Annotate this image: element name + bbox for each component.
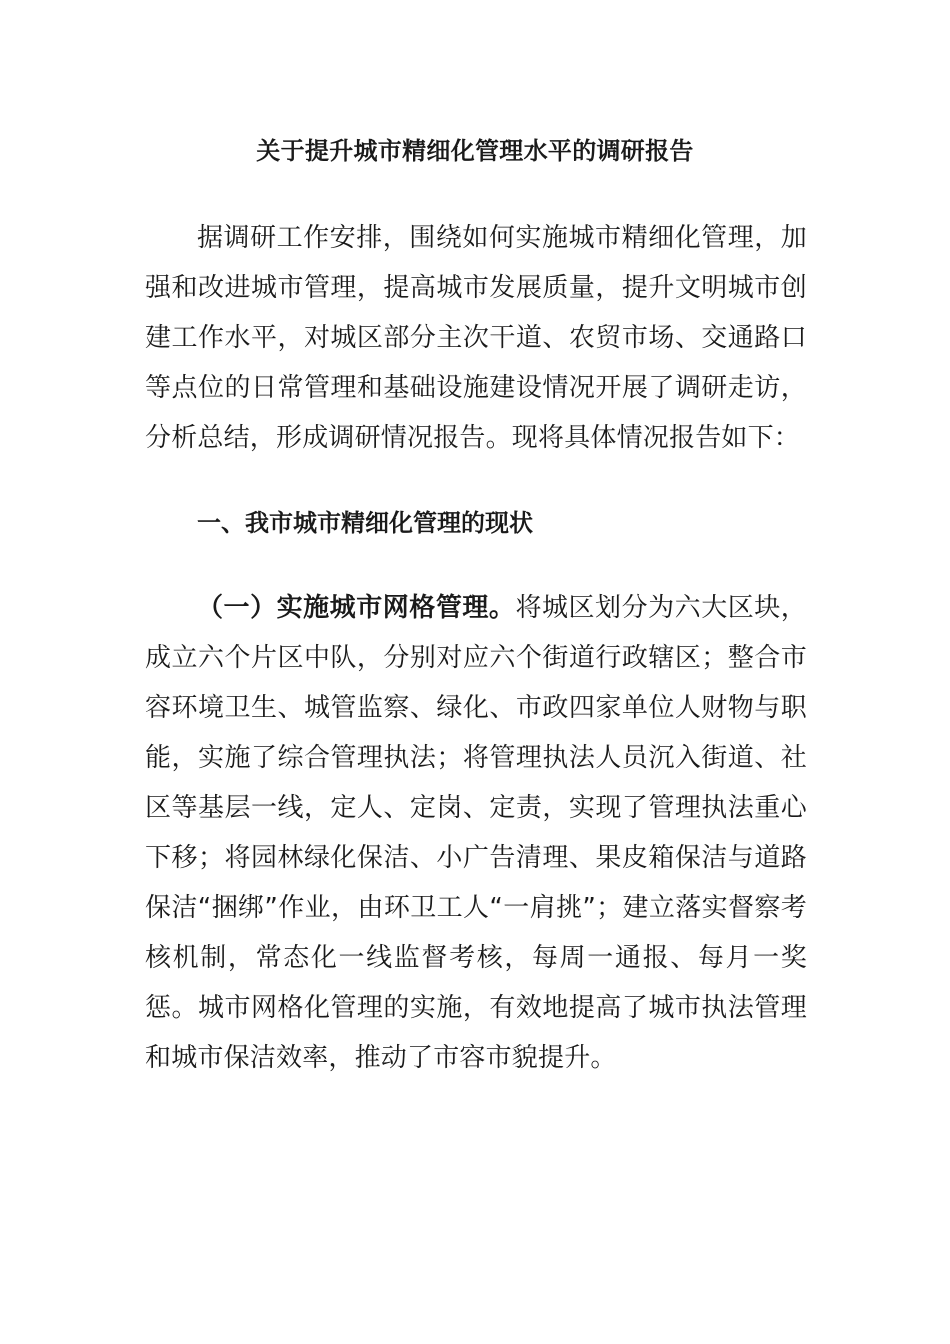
subsection-heading: （一）实施城市网格管理。 <box>197 593 516 623</box>
subsection-paragraph <box>145 583 807 1083</box>
intro-paragraph: 据调研工作安排，围绕如何实施城市精细化管理，加强和改进城市管理，提高城市发展质量，提升文明城市创建工作水平，对城区部分主次干道、农贸市场、交通路口等点位的日常管理和基础设施建设情况开展了调研走访，分析总结，形成调研情况报告。现将具体情况报告如下： <box>145 223 807 453</box>
document-title: 关于提升城市精细化管理水平的调研报告 <box>256 137 694 165</box>
subsection-text: 将城区划分为六大区块，成立六个片区中队，分别对应六个街道行政辖区；整合市容环境卫生、城管监察、绿化、市政四家单位人财物与职能，实施了综合管理执法；将管理执法人员沉入街道、社区等基层一线，定人、定岗、定责，实现了管理执法重心下移；将园林绿化保洁、小广告清理、果皮箱保洁与道路保洁“捆绑”作业，由环卫工人“一肩挑”；建立落实督察考核机制，常态化一线监督考核，每周一通报、每月一奖惩。城市网格化管理的实施，有效地提高了城市执法管理和城市保洁效率，推动了市容市貌提升。 <box>145 593 807 1073</box>
section-heading: 一、我市城市精细化管理的现状 <box>197 509 533 537</box>
